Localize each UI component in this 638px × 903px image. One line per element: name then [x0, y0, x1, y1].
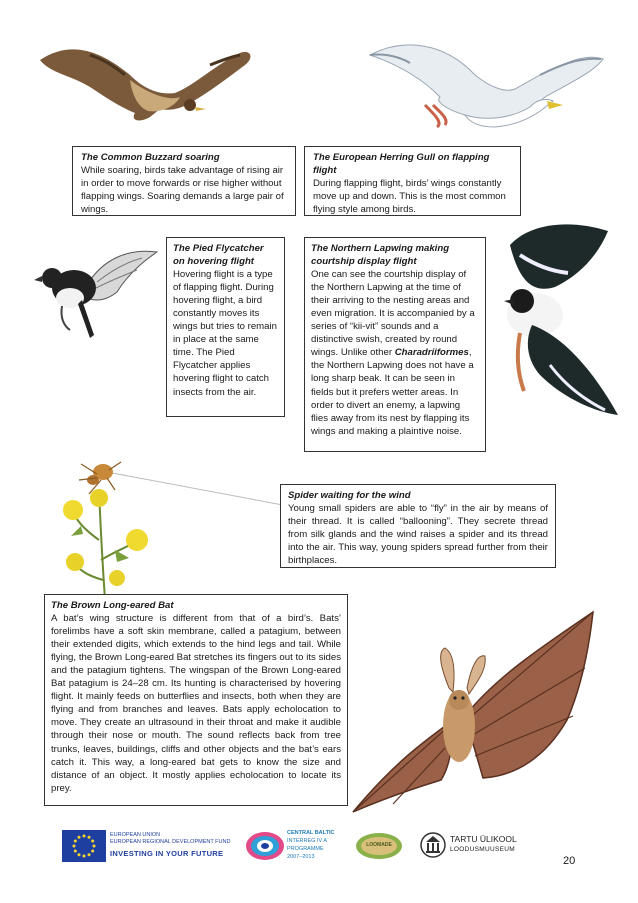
central-baltic-logo	[245, 828, 340, 864]
spider-title: Spider waiting for the wind	[288, 490, 411, 501]
eu-text-line2: EUROPEAN REGIONAL DEVELOPMENT FUND	[110, 839, 231, 845]
project-leaf-logo	[355, 832, 403, 860]
cb-text-line1: CENTRAL BALTIC	[287, 830, 335, 836]
herring-gull-text: During flapping flight, birds’ wings constantly move up and down. This is the most common flying style among birds.	[313, 178, 506, 216]
northern-lapwing-caption	[304, 237, 486, 452]
tartu-text-line1: TARTU ÜLIKOOL	[450, 834, 517, 844]
university-building-icon	[420, 830, 446, 860]
herring-gull-caption	[304, 146, 521, 216]
eu-erdf-logo	[62, 830, 234, 862]
common-buzzard-caption	[72, 146, 296, 216]
eu-text-line3: INVESTING IN YOUR FUTURE	[110, 849, 224, 858]
cb-text-line2: INTERREG IV A	[287, 838, 328, 844]
charadriiformes-term: Charadriiformes	[394, 347, 469, 359]
common-buzzard-text: While soaring, birds take advantage of rising air in order to move forwards or rise higher without flapping wings. Soaring demands a large pair of wings.	[81, 165, 284, 216]
northern-lapwing-text: One can see the courtship display of the Northern Lapwing at the time of their arriving to the nesting areas and even migration. It is accompanied by a series of “kii-vit” sounds and a distinctive swish, created by round wings. Unlike other Charadriiformes, the Northern Lapwing does not have a long sharp beak. It can be seen in fields but it prefers wetter areas. In order to divert an enemy, a lapwing flies away from its nest by flapping its wings and making a plaintive noise.	[311, 269, 475, 437]
herring-gull-illustration	[365, 35, 610, 135]
cb-text-line3: PROGRAMME	[287, 846, 324, 852]
central-baltic-emblem-icon	[245, 828, 285, 864]
eu-flag	[62, 830, 106, 862]
brown-long-eared-bat-illustration	[345, 608, 613, 816]
brown-long-eared-bat-text: A bat’s wing structure is different from that of a bird’s. Bats’ forelimbs have a soft skin membrane, called a patagium, between their extended digits, which extends to the hind legs and tail. While flying, the Brown Long-eared Bat stretches its fingers out to its sides and the patagium tightens. The wingspan of the Brown Long-eared Bat patagium is 24–28 cm. Its hunting is characterised by hovering flight. It mainly feeds on butterflies and insects, both when they are flying and from branches and leaves. Bats apply echolocation to move. They create an ultrasound in their throat and make it audible through their nose or mouth. The sound reflects back from tree trunks, leaves, buildings, cliffs and other objects and the bat’s ears catch it. This way, a long-eared bat gets to know the size and distance of an object. It mostly applies echolocation to locate its prey.	[51, 613, 341, 794]
tartu-university-logo	[420, 830, 520, 862]
herring-gull-title: The European Herring Gull on flapping flight	[313, 152, 490, 177]
pied-flycatcher-illustration	[32, 240, 162, 350]
pied-flycatcher-title: The Pied Flycatcher on hovering flight	[173, 243, 264, 268]
spider-caption	[280, 484, 556, 568]
northern-lapwing-title: The Northern Lapwing making courtship display flight	[311, 243, 450, 268]
eu-text-line1: EUROPEAN UNION	[110, 832, 161, 838]
pied-flycatcher-text: Hovering flight is a type of flapping flight. During hovering flight, a bird constantly moves its wings but tries to remain in place at the same time. The Pied Flycatcher applies hovering flight to catch insects from the air.	[173, 269, 277, 398]
cb-text-line4: 2007–2013	[287, 854, 315, 860]
brown-long-eared-bat-caption	[44, 594, 348, 806]
brown-long-eared-bat-title: The Brown Long-eared Bat	[51, 600, 174, 611]
pied-flycatcher-caption	[166, 237, 285, 417]
common-buzzard-illustration	[30, 35, 260, 135]
spider-text: Young small spiders are able to “fly” in the air by means of their thread. It is called “ballooning”. They secrete thread from silk glands and the wind raises a spider and its thread into the air. This way, young spiders spread further from their birthplaces.	[288, 503, 548, 567]
northern-lapwing-illustration	[490, 215, 630, 445]
common-buzzard-title: The Common Buzzard soaring	[81, 152, 220, 163]
eu-stars-icon	[62, 830, 106, 862]
leaf-logo-label: LOOMADE	[366, 842, 392, 848]
page-number: 20	[563, 855, 576, 867]
tartu-text-line2: LOODUSMUUSEUM	[450, 846, 515, 853]
